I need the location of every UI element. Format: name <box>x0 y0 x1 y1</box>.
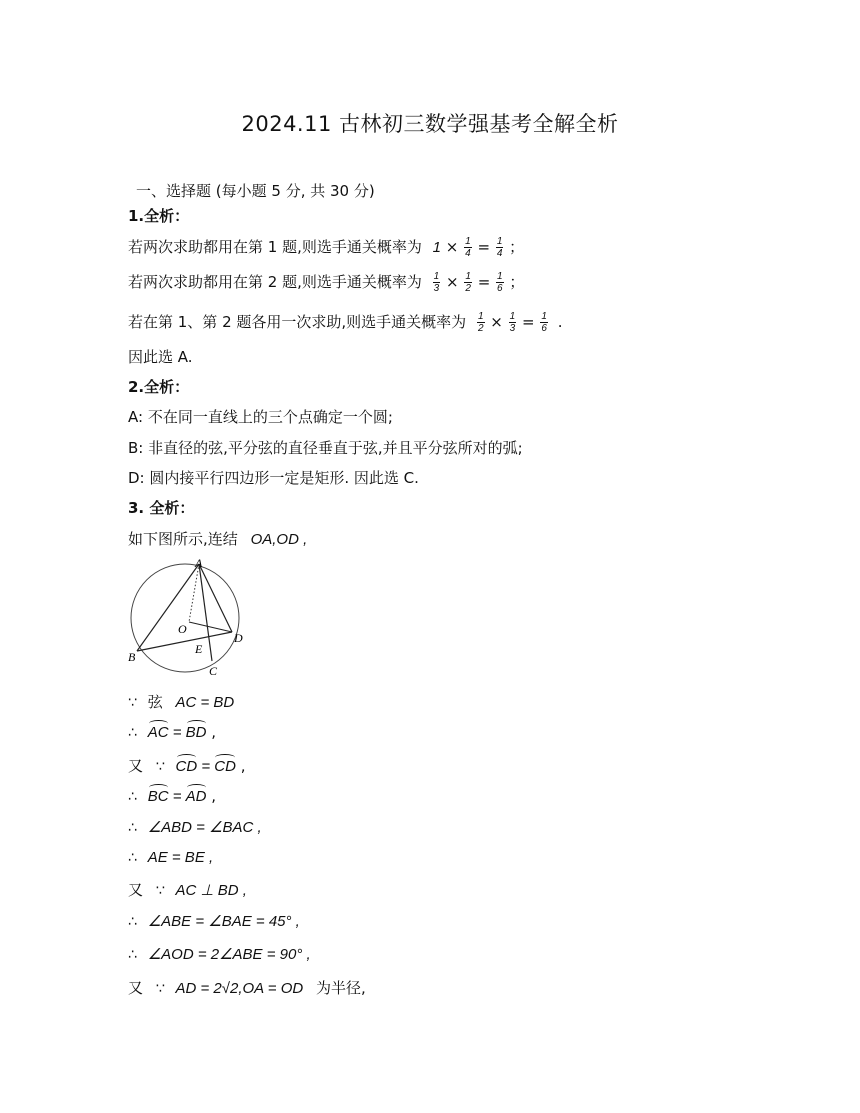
fraction: $\frac{1}{3}$ <box>433 271 440 294</box>
proof-step-1 <box>128 691 234 712</box>
q3-intro <box>128 528 307 549</box>
therefore-symbol: ∴ <box>128 789 137 805</box>
because-symbol: ∵ <box>128 695 137 711</box>
q1-line-3 <box>128 311 562 334</box>
also-word: 又 <box>128 979 144 997</box>
equals-sign: = <box>522 313 535 331</box>
proof-math: ∠ABE = ∠BAE = 45° , <box>147 913 300 930</box>
punctuation: , <box>206 723 217 741</box>
therefore-symbol: ∴ <box>128 947 137 963</box>
q3-intro-math: OA,OD , <box>250 531 308 548</box>
fraction: $\frac{1}{6}$ <box>497 271 503 294</box>
arc-label: BC <box>147 788 169 805</box>
segment-od <box>189 622 232 632</box>
q1-line-1-int: 1 <box>432 239 441 256</box>
circle-geometry-figure <box>127 556 257 680</box>
arc-label: AD <box>185 788 207 805</box>
arc-label: BD <box>185 724 207 741</box>
also-word: 又 <box>128 881 144 899</box>
page-title: 2024.11 古林初三数学强基考全解全析 <box>241 112 619 136</box>
punctuation: , <box>206 787 217 805</box>
q1-line-2-text: 若两次求助都用在第 2 题,则选手通关概率为 <box>128 273 422 291</box>
proof-step-4 <box>128 787 216 805</box>
punctuation: . <box>557 313 563 331</box>
label-e: E <box>195 642 203 656</box>
equals-sign: = <box>168 788 186 805</box>
equals-sign: = <box>477 238 491 256</box>
segment-oa <box>189 564 199 622</box>
q3-intro-text: 如下图所示,连结 <box>128 530 238 548</box>
proof-math: ∠AOD = 2∠ABE = 90° , <box>147 946 311 963</box>
fraction: $\frac{1}{4}$ <box>496 236 503 259</box>
fraction: $\frac{1}{6}$ <box>541 311 547 334</box>
therefore-symbol: ∴ <box>128 914 137 930</box>
punctuation: , <box>235 757 246 775</box>
proof-step-5 <box>128 818 262 836</box>
because-symbol: ∵ <box>155 981 165 997</box>
label-o: O <box>178 622 187 636</box>
proof-step-3 <box>128 755 246 776</box>
q1-line-2 <box>128 271 524 294</box>
q1-line-3-text: 若在第 1、第 2 题各用一次求助,则选手通关概率为 <box>128 313 467 331</box>
proof-step-10 <box>128 977 366 998</box>
proof-step-6 <box>128 848 213 866</box>
equals-sign: = <box>477 273 491 291</box>
punctuation: ； <box>509 238 525 256</box>
q2-option-a: A: 不在同一直线上的三个点确定一个圆; <box>128 408 393 426</box>
proof-step-2 <box>128 723 216 741</box>
fraction: $\frac{1}{4}$ <box>465 236 471 259</box>
q1-line-1 <box>128 236 524 259</box>
fraction: $\frac{1}{2}$ <box>465 271 471 294</box>
times-sign: × <box>445 238 459 256</box>
fraction: $\frac{1}{3}$ <box>509 311 516 334</box>
proof-math: ∠ABD = ∠BAC , <box>147 819 262 836</box>
proof-text: 为半径, <box>316 979 366 997</box>
proof-step-9 <box>128 945 311 963</box>
fraction: $\frac{1}{2}$ <box>477 311 484 334</box>
q2-option-d: D: 圆内接平行四边形一定是矩形. 因此选 C. <box>128 469 419 487</box>
therefore-symbol: ∴ <box>128 820 137 836</box>
proof-step-8 <box>128 912 300 930</box>
also-word: 又 <box>128 757 144 775</box>
q1-line-1-text: 若两次求助都用在第 1 题,则选手通关概率为 <box>128 238 422 256</box>
arc-label: CD <box>214 758 236 775</box>
section-heading: 一、选择题 (每小题 5 分, 共 30 分) <box>136 182 375 200</box>
segment-ab <box>137 564 199 651</box>
label-c: C <box>209 664 218 678</box>
because-symbol: ∵ <box>155 759 165 775</box>
q3-header: 3. 全析： <box>128 499 195 517</box>
arc-label: AC <box>147 724 169 741</box>
proof-math: AD = 2√2,OA = OD <box>175 980 304 997</box>
circle <box>131 564 239 672</box>
proof-math: AC = BD <box>175 694 235 711</box>
times-sign: × <box>490 313 503 331</box>
q2-option-b: B: 非直径的弦,平分弦的直径垂直于弦,并且平分弦所对的弧; <box>128 439 523 457</box>
proof-text: 弦 <box>147 693 163 711</box>
proof-math: AE = BE , <box>147 849 214 866</box>
proof-math: AC ⊥ BD , <box>175 882 247 899</box>
equals-sign: = <box>168 724 186 741</box>
label-b: B <box>128 650 136 664</box>
times-sign: × <box>445 273 459 291</box>
q1-answer: 因此选 A. <box>128 348 193 366</box>
because-symbol: ∵ <box>155 883 165 899</box>
q2-header: 2.全析： <box>128 378 190 396</box>
label-d: D <box>234 631 243 645</box>
proof-step-7 <box>128 879 247 900</box>
label-a: A <box>195 556 203 570</box>
punctuation: ； <box>509 273 525 291</box>
therefore-symbol: ∴ <box>128 725 137 741</box>
equals-sign: = <box>197 758 215 775</box>
therefore-symbol: ∴ <box>128 850 137 866</box>
arc-label: CD <box>175 758 198 775</box>
q1-header: 1.全析： <box>128 207 190 225</box>
